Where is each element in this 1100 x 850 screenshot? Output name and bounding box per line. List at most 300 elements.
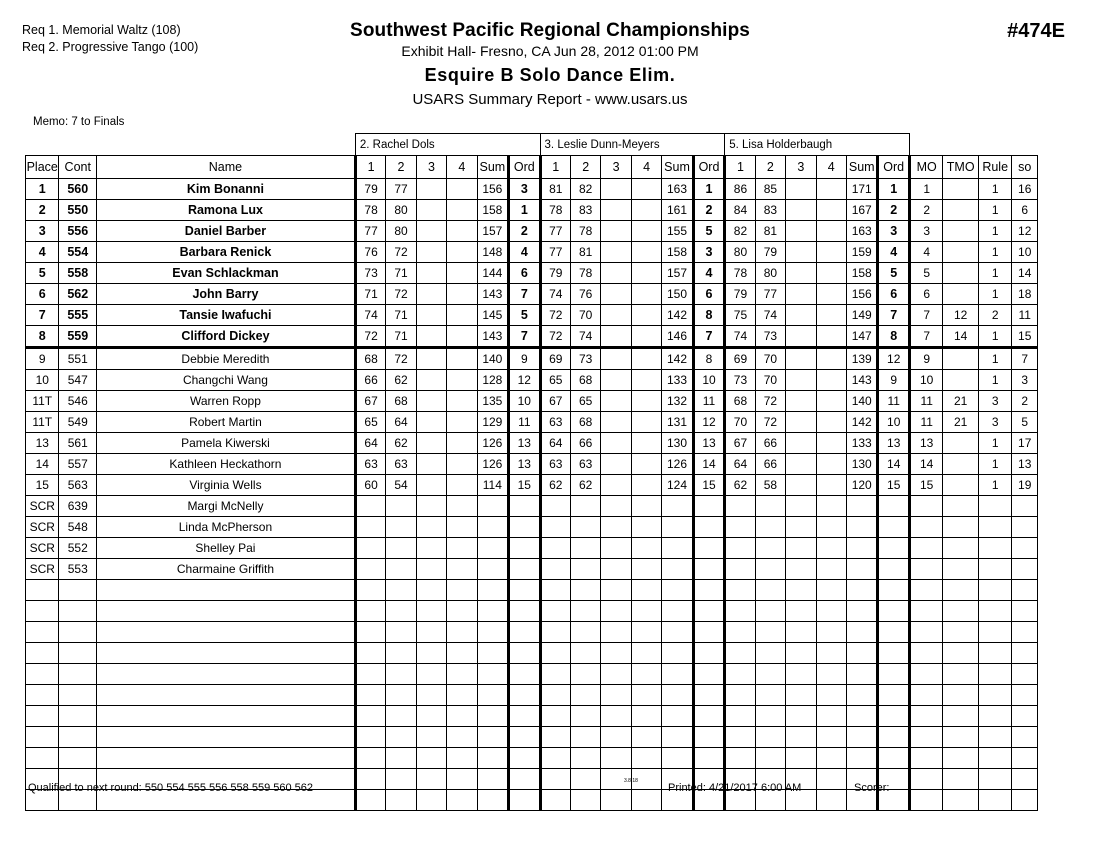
cell-judge1-mark1: [355, 622, 385, 643]
cell-so: 6: [1012, 200, 1038, 221]
cell-judge1-mark4: [447, 496, 477, 517]
cell-judge1-sum: 140: [477, 348, 508, 370]
cell-judge1-sum: 144: [477, 263, 508, 284]
cell-judge1-mark3: [416, 748, 446, 769]
cell-place: 15: [26, 475, 59, 496]
table-row[interactable]: [26, 517, 1038, 538]
cell-so: [1012, 748, 1038, 769]
cell-judge3-mark4: [816, 727, 846, 748]
cell-judge2-mark1: 72: [540, 305, 570, 326]
empty-table-row[interactable]: [26, 664, 1038, 685]
cell-judge1-sum: [477, 727, 508, 748]
cell-judge3-mark4: [816, 200, 846, 221]
cell-judge2-ord: 4: [693, 263, 725, 284]
cell-judge3-ord: [878, 727, 909, 748]
cell-judge3-mark3: [786, 242, 816, 263]
cell-judge1-mark3: [416, 769, 446, 790]
cell-rule: 1: [978, 326, 1011, 348]
col-header-judge2-mark1: 1: [540, 156, 570, 179]
col-header-judge1-mark1: 1: [355, 156, 385, 179]
cell-so: [1012, 727, 1038, 748]
cell-place: [26, 643, 59, 664]
cell-judge1-mark4: [447, 200, 477, 221]
col-header-judge3-mark4: 4: [816, 156, 846, 179]
cell-rule: [978, 496, 1011, 517]
cell-name: Shelley Pai: [97, 538, 356, 559]
cell-judge3-sum: [847, 643, 878, 664]
cell-judge1-mark3: [416, 538, 446, 559]
cell-tmo: [943, 769, 979, 790]
cell-judge3-mark1: 64: [725, 454, 755, 475]
cell-judge1-mark2: 63: [386, 454, 416, 475]
cell-judge1-mark2: 64: [386, 412, 416, 433]
cell-judge2-ord: [693, 664, 725, 685]
cell-judge2-mark1: 74: [540, 284, 570, 305]
cell-rule: [978, 643, 1011, 664]
table-row[interactable]: [26, 370, 1038, 391]
table-row[interactable]: [26, 242, 1038, 263]
table-row[interactable]: [26, 305, 1038, 326]
cell-judge2-mark1: [540, 790, 570, 811]
cell-judge3-mark1: 84: [725, 200, 755, 221]
cell-judge2-ord: [693, 580, 725, 601]
cell-judge2-sum: [662, 517, 693, 538]
cell-judge2-mark2: [570, 559, 600, 580]
empty-table-row[interactable]: [26, 685, 1038, 706]
cell-place: 2: [26, 200, 59, 221]
cell-judge2-mark1: [540, 748, 570, 769]
cell-judge2-mark2: 66: [570, 433, 600, 454]
cell-judge2-mark3: [601, 475, 631, 496]
cell-judge2-ord: 11: [693, 391, 725, 412]
cell-tmo: [943, 179, 979, 200]
cell-name: Kathleen Heckathorn: [97, 454, 356, 475]
cell-judge1-mark3: [416, 326, 446, 348]
empty-table-row[interactable]: [26, 727, 1038, 748]
cell-judge2-mark3: [601, 242, 631, 263]
cell-judge2-mark2: 78: [570, 263, 600, 284]
cell-mo: 14: [909, 454, 942, 475]
cell-judge3-ord: [878, 496, 909, 517]
cell-judge1-sum: [477, 517, 508, 538]
cell-judge2-mark2: 73: [570, 348, 600, 370]
cell-judge3-ord: 5: [878, 263, 909, 284]
cell-judge2-mark2: 81: [570, 242, 600, 263]
cell-tmo: [943, 263, 979, 284]
cell-judge2-mark3: [601, 664, 631, 685]
cell-rule: [978, 538, 1011, 559]
cell-judge3-mark3: [786, 284, 816, 305]
cell-judge1-ord: 7: [509, 284, 540, 305]
cell-judge3-mark3: [786, 517, 816, 538]
cell-tmo: 21: [943, 412, 979, 433]
table-row[interactable]: [26, 179, 1038, 200]
cell-judge2-mark3: [601, 263, 631, 284]
cell-so: 11: [1012, 305, 1038, 326]
cell-cont: 549: [59, 412, 97, 433]
empty-table-row[interactable]: [26, 748, 1038, 769]
cell-judge1-mark3: [416, 200, 446, 221]
cell-judge1-mark3: [416, 727, 446, 748]
cell-judge1-mark2: [386, 559, 416, 580]
cell-so: 15: [1012, 326, 1038, 348]
judge-banner-row: [26, 134, 1038, 156]
cell-place: SCR: [26, 517, 59, 538]
col-header-judge3-mark1: 1: [725, 156, 755, 179]
cell-judge3-mark2: [755, 601, 785, 622]
cell-judge2-ord: [693, 727, 725, 748]
cell-judge3-mark3: [786, 622, 816, 643]
cell-judge2-sum: 157: [662, 263, 693, 284]
cell-judge1-mark3: [416, 517, 446, 538]
cell-so: 5: [1012, 412, 1038, 433]
cell-judge1-mark2: 71: [386, 263, 416, 284]
cell-judge1-mark1: 68: [355, 348, 385, 370]
cell-rule: [978, 601, 1011, 622]
cell-judge1-sum: [477, 664, 508, 685]
cell-judge1-mark1: [355, 664, 385, 685]
cell-judge3-ord: 11: [878, 391, 909, 412]
cell-judge2-mark1: 78: [540, 200, 570, 221]
cell-judge1-mark3: [416, 496, 446, 517]
cell-judge2-mark4: [631, 685, 661, 706]
cell-cont: [59, 685, 97, 706]
cell-rule: [978, 685, 1011, 706]
cell-judge3-mark3: [786, 727, 816, 748]
event-name: Esquire B Solo Dance Elim.: [424, 65, 676, 85]
cell-judge3-ord: 4: [878, 242, 909, 263]
empty-table-row[interactable]: [26, 706, 1038, 727]
cell-judge1-sum: 135: [477, 391, 508, 412]
cell-judge1-sum: 128: [477, 370, 508, 391]
table-row[interactable]: [26, 559, 1038, 580]
cell-judge1-sum: 158: [477, 200, 508, 221]
cell-judge2-sum: [662, 748, 693, 769]
cell-judge1-mark2: [386, 727, 416, 748]
cell-judge2-mark2: [570, 664, 600, 685]
cell-judge1-sum: [477, 580, 508, 601]
cell-name: Charmaine Griffith: [97, 559, 356, 580]
cell-judge3-sum: 139: [847, 348, 878, 370]
cell-judge3-mark2: 70: [755, 348, 785, 370]
cell-judge1-sum: [477, 790, 508, 811]
cell-place: [26, 727, 59, 748]
cell-judge3-mark3: [786, 454, 816, 475]
cell-judge3-mark4: [816, 559, 846, 580]
table-row[interactable]: [26, 326, 1038, 348]
cell-judge2-sum: 131: [662, 412, 693, 433]
cell-cont: [59, 727, 97, 748]
cell-judge2-sum: [662, 685, 693, 706]
cell-judge2-ord: 8: [693, 348, 725, 370]
cell-name: Daniel Barber: [97, 221, 356, 242]
cell-name: John Barry: [97, 284, 356, 305]
cell-cont: 556: [59, 221, 97, 242]
cell-judge2-sum: [662, 601, 693, 622]
cell-judge3-mark3: [786, 748, 816, 769]
cell-judge3-ord: [878, 706, 909, 727]
cell-judge3-sum: 167: [847, 200, 878, 221]
cell-judge2-sum: 163: [662, 179, 693, 200]
cell-judge2-mark2: [570, 769, 600, 790]
cell-judge2-ord: [693, 643, 725, 664]
cell-judge2-mark4: [631, 601, 661, 622]
cell-place: SCR: [26, 538, 59, 559]
cell-judge2-sum: 150: [662, 284, 693, 305]
cell-name: Debbie Meredith: [97, 348, 356, 370]
cell-judge2-mark1: 77: [540, 242, 570, 263]
cell-judge3-sum: [847, 706, 878, 727]
cell-mo: 11: [909, 391, 942, 412]
cell-tmo: [943, 706, 979, 727]
cell-judge3-mark3: [786, 263, 816, 284]
cell-judge3-mark4: [816, 622, 846, 643]
cell-judge3-mark1: [725, 517, 755, 538]
cell-so: [1012, 517, 1038, 538]
cell-judge2-sum: [662, 580, 693, 601]
table-row[interactable]: [26, 538, 1038, 559]
cell-cont: 558: [59, 263, 97, 284]
cell-judge3-mark4: [816, 284, 846, 305]
cell-judge3-mark3: [786, 412, 816, 433]
cell-judge1-sum: [477, 538, 508, 559]
cell-judge2-mark2: [570, 601, 600, 622]
cell-judge1-ord: [509, 790, 540, 811]
table-row[interactable]: [26, 496, 1038, 517]
cell-judge2-mark2: [570, 790, 600, 811]
cell-cont: 559: [59, 326, 97, 348]
cell-rule: 3: [978, 412, 1011, 433]
cell-cont: 639: [59, 496, 97, 517]
cell-judge2-mark4: [631, 790, 661, 811]
cell-judge3-ord: 12: [878, 348, 909, 370]
cell-judge1-mark1: [355, 580, 385, 601]
cell-judge2-sum: [662, 727, 693, 748]
cell-judge2-mark3: [601, 348, 631, 370]
cell-judge2-mark2: [570, 538, 600, 559]
cell-judge1-mark1: [355, 748, 385, 769]
empty-table-row[interactable]: [26, 622, 1038, 643]
cell-judge3-ord: 3: [878, 221, 909, 242]
cell-judge2-mark1: 77: [540, 221, 570, 242]
table-row[interactable]: [26, 475, 1038, 496]
cell-judge2-mark2: [570, 727, 600, 748]
table-row[interactable]: [26, 348, 1038, 370]
cell-judge1-mark3: [416, 433, 446, 454]
cell-so: 18: [1012, 284, 1038, 305]
cell-name: Robert Martin: [97, 412, 356, 433]
col-header-rule: Rule: [978, 156, 1011, 179]
cell-rule: 1: [978, 370, 1011, 391]
cell-judge3-mark2: 72: [755, 391, 785, 412]
cell-judge2-sum: 158: [662, 242, 693, 263]
cell-judge1-sum: 126: [477, 454, 508, 475]
cell-so: [1012, 685, 1038, 706]
cell-judge2-mark3: [601, 727, 631, 748]
cell-judge3-mark2: 66: [755, 454, 785, 475]
cell-judge3-mark1: 80: [725, 242, 755, 263]
cell-judge3-mark4: [816, 664, 846, 685]
cell-mo: 2: [909, 200, 942, 221]
cell-judge1-ord: [509, 622, 540, 643]
cell-judge2-mark2: [570, 685, 600, 706]
col-header-judge1-mark2: 2: [386, 156, 416, 179]
cell-judge3-ord: [878, 559, 909, 580]
empty-table-row[interactable]: [26, 601, 1038, 622]
cell-judge3-ord: 7: [878, 305, 909, 326]
cell-place: 11T: [26, 391, 59, 412]
cell-rule: [978, 622, 1011, 643]
cell-judge1-ord: [509, 748, 540, 769]
cell-judge1-sum: 143: [477, 284, 508, 305]
cell-judge1-mark4: [447, 727, 477, 748]
cell-place: 4: [26, 242, 59, 263]
cell-judge1-mark3: [416, 221, 446, 242]
cell-tmo: [943, 727, 979, 748]
cell-name: [97, 580, 356, 601]
cell-judge2-ord: 7: [693, 326, 725, 348]
cell-judge1-ord: [509, 580, 540, 601]
cell-rule: 1: [978, 454, 1011, 475]
cell-so: 3: [1012, 370, 1038, 391]
cell-judge3-mark4: [816, 370, 846, 391]
col-header-place: Place: [26, 156, 59, 179]
cell-tmo: [943, 517, 979, 538]
table-header-row: [26, 156, 1038, 179]
cell-judge1-mark3: [416, 179, 446, 200]
col-header-judge1-sum: Sum: [477, 156, 508, 179]
cell-judge1-ord: [509, 517, 540, 538]
cell-rule: [978, 664, 1011, 685]
cell-judge2-mark3: [601, 706, 631, 727]
cell-judge3-mark1: 62: [725, 475, 755, 496]
empty-table-row[interactable]: [26, 643, 1038, 664]
cell-judge2-mark1: [540, 643, 570, 664]
cell-judge2-ord: 10: [693, 370, 725, 391]
cell-judge2-mark2: [570, 517, 600, 538]
cell-judge1-ord: 13: [509, 433, 540, 454]
cell-judge2-mark4: [631, 454, 661, 475]
cell-name: Ramona Lux: [97, 200, 356, 221]
cell-judge2-sum: 126: [662, 454, 693, 475]
cell-judge1-mark2: [386, 601, 416, 622]
cell-judge3-mark2: [755, 727, 785, 748]
cell-judge1-ord: 10: [509, 391, 540, 412]
cell-judge3-sum: 163: [847, 221, 878, 242]
table-row[interactable]: [26, 284, 1038, 305]
cell-judge2-ord: 6: [693, 284, 725, 305]
cell-so: 16: [1012, 179, 1038, 200]
cell-cont: 563: [59, 475, 97, 496]
cell-judge1-mark2: 54: [386, 475, 416, 496]
table-row[interactable]: [26, 391, 1038, 412]
cell-rule: 1: [978, 348, 1011, 370]
cell-judge1-sum: 157: [477, 221, 508, 242]
cell-judge3-mark2: [755, 643, 785, 664]
cell-judge2-sum: 130: [662, 433, 693, 454]
cell-judge2-ord: [693, 559, 725, 580]
cell-judge3-mark4: [816, 263, 846, 284]
cell-judge2-mark2: 65: [570, 391, 600, 412]
cell-judge3-mark1: [725, 601, 755, 622]
table-row[interactable]: [26, 263, 1038, 284]
cell-judge3-ord: 15: [878, 475, 909, 496]
event-number: #474E: [1007, 20, 1065, 42]
cell-judge2-sum: 142: [662, 305, 693, 326]
cell-judge3-mark1: [725, 664, 755, 685]
cell-mo: 10: [909, 370, 942, 391]
cell-rule: 1: [978, 263, 1011, 284]
table-row[interactable]: [26, 412, 1038, 433]
cell-judge3-mark2: 85: [755, 179, 785, 200]
cell-judge2-sum: [662, 664, 693, 685]
empty-table-row[interactable]: [26, 580, 1038, 601]
cell-so: 14: [1012, 263, 1038, 284]
cell-tmo: [943, 242, 979, 263]
cell-mo: [909, 706, 942, 727]
cell-judge3-mark4: [816, 242, 846, 263]
cell-judge1-mark4: [447, 622, 477, 643]
cell-judge1-mark4: [447, 706, 477, 727]
cell-judge1-sum: [477, 748, 508, 769]
cell-judge1-mark4: [447, 326, 477, 348]
cell-name: Tansie Iwafuchi: [97, 305, 356, 326]
cell-rule: [978, 748, 1011, 769]
cell-judge3-ord: 13: [878, 433, 909, 454]
cell-judge3-ord: 14: [878, 454, 909, 475]
cell-rule: [978, 769, 1011, 790]
cell-judge1-mark4: [447, 433, 477, 454]
cell-judge1-mark1: 79: [355, 179, 385, 200]
cell-judge3-mark1: 73: [725, 370, 755, 391]
cell-judge3-sum: [847, 580, 878, 601]
cell-judge1-mark4: [447, 601, 477, 622]
cell-judge2-mark4: [631, 580, 661, 601]
cell-judge2-ord: 14: [693, 454, 725, 475]
cell-judge3-ord: [878, 580, 909, 601]
cell-tmo: [943, 559, 979, 580]
cell-judge1-sum: [477, 685, 508, 706]
cell-mo: 7: [909, 305, 942, 326]
cell-name: Evan Schlackman: [97, 263, 356, 284]
cell-judge2-mark1: 64: [540, 433, 570, 454]
cell-judge1-mark2: 71: [386, 326, 416, 348]
cell-judge2-mark1: 63: [540, 454, 570, 475]
cell-judge2-mark4: [631, 706, 661, 727]
cell-judge2-sum: [662, 643, 693, 664]
cell-judge1-mark2: 72: [386, 348, 416, 370]
table-row[interactable]: [26, 221, 1038, 242]
cell-so: 17: [1012, 433, 1038, 454]
cell-place: [26, 664, 59, 685]
cell-judge1-mark3: [416, 391, 446, 412]
cell-judge2-mark3: [601, 370, 631, 391]
cell-judge2-mark4: [631, 727, 661, 748]
table-row[interactable]: [26, 433, 1038, 454]
cell-so: 12: [1012, 221, 1038, 242]
cell-judge1-mark1: 65: [355, 412, 385, 433]
table-row[interactable]: [26, 200, 1038, 221]
cell-judge3-mark2: 81: [755, 221, 785, 242]
cell-judge1-mark2: 80: [386, 221, 416, 242]
cell-judge2-mark2: [570, 748, 600, 769]
cell-judge2-sum: 146: [662, 326, 693, 348]
cell-tmo: [943, 496, 979, 517]
table-row[interactable]: [26, 454, 1038, 475]
cell-judge3-mark4: [816, 433, 846, 454]
cell-judge1-mark2: [386, 790, 416, 811]
col-header-mo: MO: [909, 156, 942, 179]
